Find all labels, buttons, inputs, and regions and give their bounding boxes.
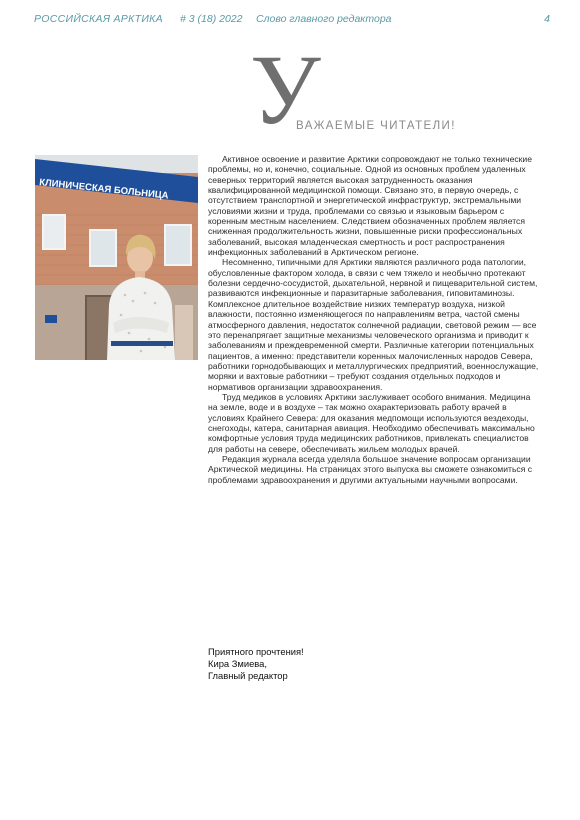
issue-number: # 3 (18) 2022 [180,13,243,25]
editorial-text [208,154,540,485]
editor-photo-illustration [35,155,198,360]
section-name: Слово главного редактора [256,13,392,25]
signature-block [208,646,408,682]
editor-photo [35,155,198,360]
paragraph: Активное освоение и развитие Арктики сопровождают не только технические проблемы, но и, конечно, социальные. Одной из основных проблем удаленных северных территорий является высокая затрудненность оказания квалифицированной медицинской помощи. Связано это, в первую очередь, с отсутствием транспортной и энергетической инфраструктур, экстремальными условиями жизни и труда, проблемами со связью и языковым барьером с коренным местным населением. Следствием обозначенных проблем является сниженная продолжительность жизни, повышенные риски профессиональных заболеваний, высокая младенческая смертность и рост распространения инфекционных заболеваний в Арктическом регионе. [208,154,532,258]
paragraph: Несомненно, типичными для Арктики являются различного рода патологии, обусловленные фактором холода, в связи с чем тяжело и необычно протекают болезни сердечно-сосудистой, дыхательной, нервной и пищеварительной систем, развиваются инфекционные и паразитарные заболевания, гиповитаминозы. Комплексное длительное воздействие низких температур воздуха, низкой влажности, постоянно изменяющегося по направлениям ветра, частой смены атмосферного давления, недостаток солнечной радиации, световой режим — все это перенапрягает защитные механизмы человеческого организма и приводит к заболеваниям и преждевременной смерти. Различные категории потенциальных пациентов, а именно: представители коренных малочисленных народов Севера, работники горнодобывающих и металлургических предприятий, военнослужащие, моряки и вахтовые работники – требуют создания отдельных подходов и нормативов организации здравоохранения. [208,257,539,392]
running-header [34,13,550,27]
page-title: ВАЖАЕМЫЕ ЧИТАТЕЛИ! [296,120,456,132]
journal-name: РОССИЙСКАЯ АРКТИКА [34,13,163,25]
signature-greeting: Приятного прочтения! [208,646,304,657]
signature-position: Главный редактор [208,670,288,681]
signature-name: Кира Змиева, [208,658,267,669]
paragraph: Труд медиков в условиях Арктики заслуживает особого внимания. Медицина на земле, воде и в воздухе – так можно охарактеризовать работу врачей в условиях Крайнего Севера: для оказания медпомощи используются вездеходы, снегоходы, катера, санитарная авиация. Необходимо обеспечивать максимально комфортные условия труда медицинских работников, привлекать специалистов для работы на севере, обеспечивать жильем молодых врачей. [208,391,535,454]
paragraph: Редакция журнала всегда уделяла большое значение вопросам организации Арктической медицины. На страницах этого выпуска вы сможете ознакомиться с проблемами здравоохранения и другими актуальными научными вопросами. [208,453,533,485]
building-sign: КЛИНИЧЕСКАЯ БОЛЬНИЦА [38,177,170,202]
page-number: 4 [544,13,550,25]
title-drop-cap: У [250,34,321,145]
